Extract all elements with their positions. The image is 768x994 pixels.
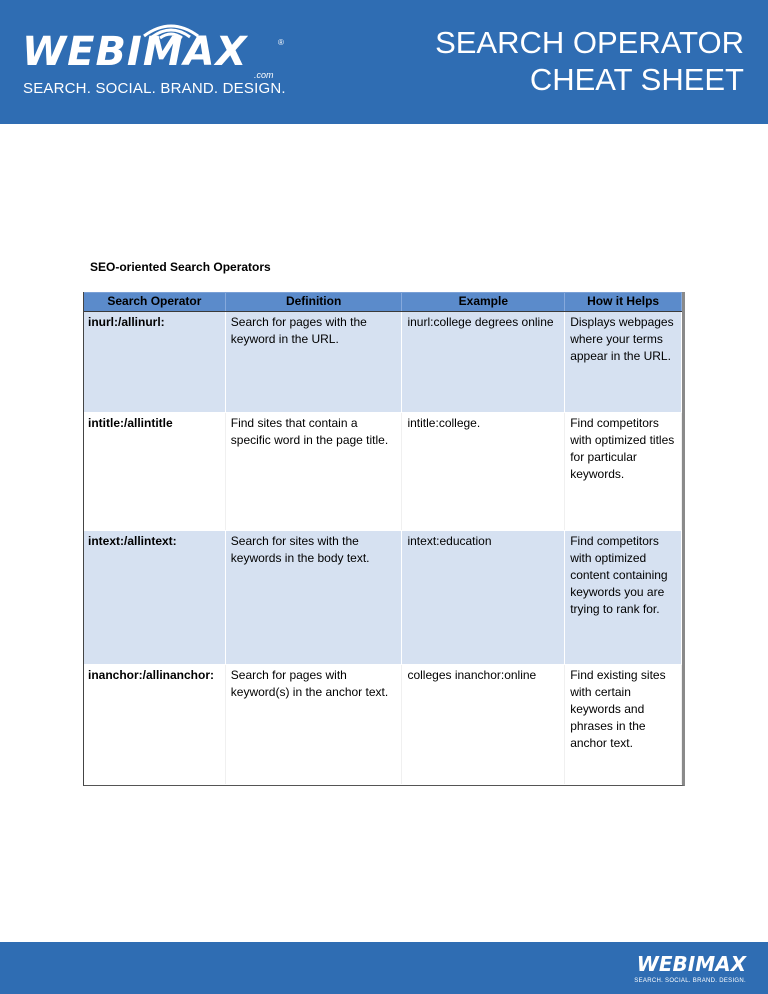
footer-tagline: SEARCH. SOCIAL. BRAND. DESIGN. [634,978,746,984]
cell-example: colleges inanchor:online [402,665,565,784]
header-definition: Definition [226,293,403,311]
cell-example: inurl:college degrees online [402,312,565,412]
cell-operator: inanchor:/allinanchor: [84,665,226,784]
section-title: SEO-oriented Search Operators [90,260,271,274]
table-row [84,530,682,664]
logo-registered-mark: ® [278,38,284,47]
title-line-1: SEARCH OPERATOR [435,25,744,60]
cell-definition: Find sites that contain a specific word in the page title. [226,413,403,530]
header-tagline: SEARCH. SOCIAL. BRAND. DESIGN. [23,80,286,97]
table-header-row [84,292,682,311]
table-row [84,664,682,784]
table-row [84,412,682,530]
cell-example: intitle:college. [402,413,565,530]
cell-operator: inurl:/allinurl: [84,312,226,412]
cell-operator: intitle:/allintitle [84,413,226,530]
page-footer [0,942,768,994]
operators-table [83,292,685,786]
page-header [0,0,768,124]
cell-operator: intext:/allintext: [84,531,226,664]
logo-wordmark: WEBIMAX [22,29,248,75]
cell-how-it-helps: Find competitors with optimized titles for particular keywords. [565,413,682,530]
logo-dotcom: .com [254,70,274,80]
header-search-operator: Search Operator [84,293,226,311]
header-example: Example [402,293,565,311]
footer-logo: WEBIMAX [636,952,746,976]
webimax-logo [22,16,292,86]
page-title [435,24,744,98]
title-line-2: CHEAT SHEET [529,62,744,97]
cell-how-it-helps: Find competitors with optimized content containing keywords you are trying to rank for. [565,531,682,664]
cell-how-it-helps: Displays webpages where your terms appear in the URL. [565,312,682,412]
cell-definition: Search for pages with keyword(s) in the anchor text. [226,665,403,784]
cell-definition: Search for sites with the keywords in the body text. [226,531,403,664]
cell-example: intext:education [402,531,565,664]
header-how-it-helps: How it Helps [565,293,682,311]
cell-how-it-helps: Find existing sites with certain keywords and phrases in the anchor text. [565,665,682,784]
cell-definition: Search for pages with the keyword in the URL. [226,312,403,412]
table-row [84,311,682,412]
